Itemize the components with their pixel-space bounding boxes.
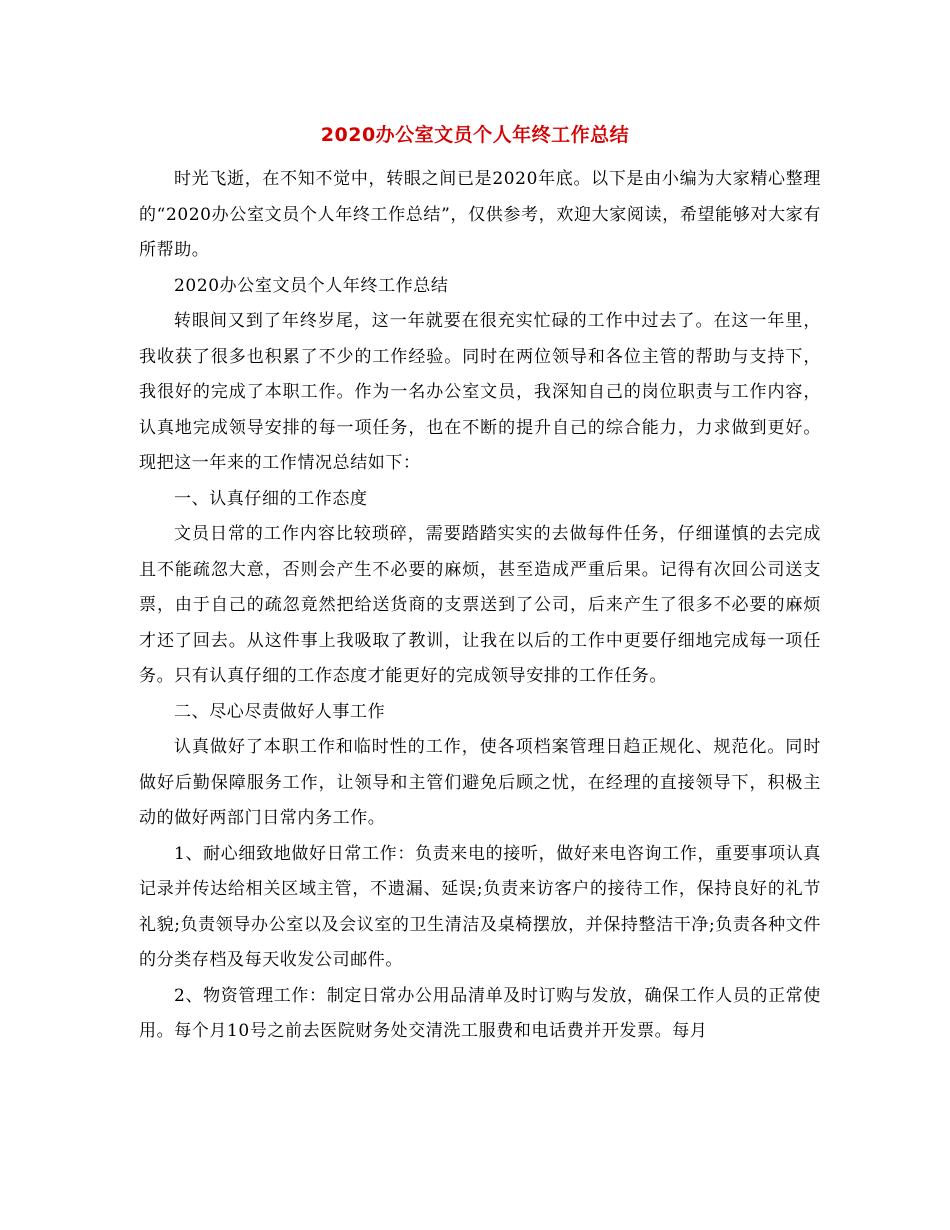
document-title: 2020办公室文员个人年终工作总结 — [320, 124, 630, 146]
paragraph-item-1: 1、耐心细致地做好日常工作：负责来电的接听，做好来电咨询工作，重要事项认真记录并传达给相关区域主管，不遗漏、延误;负责来访客户的接待工作，保持良好的礼节礼貌;负责领导办公室以及会议室的卫生清洁及桌椅摆放，并保持整洁干净;负责各种文件的分类存档及每天收发公司邮件。 — [139, 843, 821, 970]
paragraph-subtitle: 2020办公室文员个人年终工作总结 — [174, 275, 449, 296]
paragraph-opening: 转眼间又到了年终岁尾，这一年就要在很充实忙碌的工作中过去了。在这一年里，我收获了很多也积累了不少的工作经验。同时在两位领导和各位主管的帮助与支持下，我很好的完成了本职工作。作为一名办公室文员，我深知自己的岗位职责与工作内容，认真地完成领导安排的每一项任务，也在不断的提升自己的综合能力，力求做到更好。现把这一年来的工作情况总结如下： — [139, 311, 821, 473]
paragraph-item-2: 2、物资管理工作：制定日常办公用品清单及时订购与发放，确保工作人员的正常使用。每个月10号之前去医院财务处交清洗工服费和电话费并开发票。每月 — [139, 985, 821, 1041]
section-heading-1: 一、认真仔细的工作态度 — [174, 488, 368, 509]
paragraph-section-2: 认真做好了本职工作和临时性的工作，使各项档案管理日趋正规化、规范化。同时做好后勤保障服务工作，让领导和主管们避免后顾之忧，在经理的直接领导下，积极主动的做好两部门日常内务工作。 — [139, 737, 821, 828]
section-heading-2: 二、尽心尽责做好人事工作 — [174, 701, 386, 722]
document-body — [139, 162, 821, 1050]
paragraph-intro: 时光飞逝，在不知不觉中，转眼之间已是2020年底。以下是由小编为大家精心整理的“2020办公室文员个人年终工作总结”，仅供参考，欢迎大家阅读，希望能够对大家有所帮助。 — [139, 169, 821, 260]
paragraph-section-1: 文员日常的工作内容比较琐碎，需要踏踏实实的去做每件任务，仔细谨慎的去完成且不能疏忽大意，否则会产生不必要的麻烦，甚至造成严重后果。记得有次回公司送支票，由于自己的疏忽竟然把给送货商的支票送到了公司，后来产生了很多不必要的麻烦才还了回去。从这件事上我吸取了教训，让我在以后的工作中更要仔细地完成每一项任务。只有认真仔细的工作态度才能更好的完成领导安排的工作任务。 — [139, 524, 821, 686]
